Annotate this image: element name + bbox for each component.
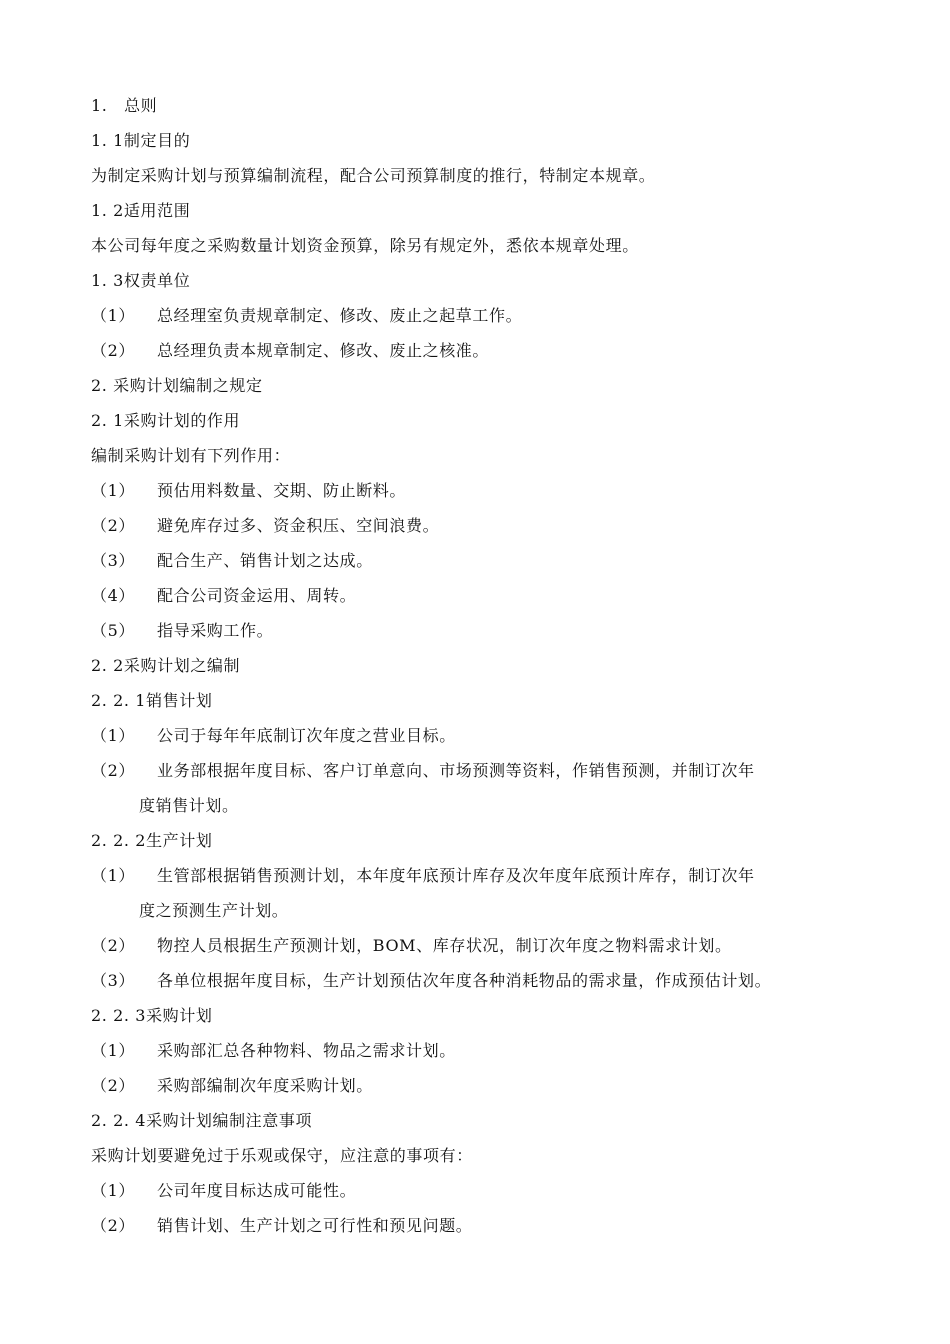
list-item-number: （2）: [91, 1216, 135, 1235]
list-item-text: 生管部根据销售预测计划，本年度年底预计库存及次年度年底预计库存，制订次年: [157, 866, 755, 885]
paragraph-line: 2. 采购计划编制之规定: [91, 376, 263, 395]
list-item: [91, 1208, 871, 1243]
list-item-text: 采购部汇总各种物料、物品之需求计划。: [157, 1041, 456, 1060]
list-item-number: （4）: [91, 586, 135, 605]
list-item-number: （5）: [91, 621, 135, 640]
list-item-number: （2）: [91, 761, 135, 780]
list-item: [91, 333, 871, 368]
list-item-text: 物控人员根据生产预测计划，BOM、库存状况，制订次年度之物料需求计划。: [157, 936, 732, 955]
list-item: [91, 508, 871, 543]
list-item-number: （3）: [91, 971, 135, 990]
list-item-text: 公司年度目标达成可能性。: [157, 1181, 357, 1200]
paragraph-line: 采购计划要避免过于乐观或保守，应注意的事项有：: [91, 1146, 473, 1165]
list-item: [91, 473, 871, 508]
list-item-number: （2）: [91, 516, 135, 535]
list-item: [91, 753, 871, 788]
list-item: [91, 1068, 871, 1103]
list-item-text: 避免库存过多、资金积压、空间浪费。: [157, 516, 440, 535]
list-item: [91, 298, 871, 333]
list-item: [91, 858, 871, 893]
list-item-text: 业务部根据年度目标、客户订单意向、市场预测等资料，作销售预测，并制订次年: [157, 761, 755, 780]
paragraph-line: 2. 2. 3采购计划: [91, 1006, 213, 1025]
list-item-continuation: 度之预测生产计划。: [139, 901, 289, 920]
paragraph-line: 本公司每年度之采购数量计划资金预算，除另有规定外，悉依本规章处理。: [91, 236, 639, 255]
list-item-text: 公司于每年年底制订次年度之营业目标。: [157, 726, 456, 745]
list-item-text: 采购部编制次年度采购计划。: [157, 1076, 373, 1095]
list-item-number: （2）: [91, 341, 135, 360]
list-item-number: （1）: [91, 726, 135, 745]
list-item: [91, 578, 871, 613]
list-item-text: 各单位根据年度目标，生产计划预估次年度各种消耗物品的需求量，作成预估计划。: [157, 971, 772, 990]
list-item-number: （1）: [91, 306, 135, 325]
list-item-number: （1）: [91, 481, 135, 500]
paragraph-line: 1. 3权责单位: [91, 271, 191, 290]
paragraph-line: 2. 2采购计划之编制: [91, 656, 241, 675]
list-item: [91, 718, 871, 753]
list-item-continuation: 度销售计划。: [139, 796, 239, 815]
list-item-number: （1）: [91, 1041, 135, 1060]
paragraph-line: 2. 2. 4采购计划编制注意事项: [91, 1111, 313, 1130]
paragraph-line: 2. 2. 2生产计划: [91, 831, 213, 850]
paragraph-line: 2. 1采购计划的作用: [91, 411, 241, 430]
list-item-number: （2）: [91, 1076, 135, 1095]
list-item-number: （1）: [91, 866, 135, 885]
list-item-text: 总经理负责本规章制定、修改、废止之核准。: [157, 341, 490, 360]
list-item-number: （3）: [91, 551, 135, 570]
list-item-text: 预估用料数量、交期、防止断料。: [157, 481, 407, 500]
list-item: [91, 613, 871, 648]
list-item-text: 销售计划、生产计划之可行性和预见问题。: [157, 1216, 473, 1235]
paragraph-line: 1. 总则: [91, 96, 158, 115]
paragraph-line: 2. 2. 1销售计划: [91, 691, 213, 710]
list-item-number: （2）: [91, 936, 135, 955]
list-item-number: （1）: [91, 1181, 135, 1200]
paragraph-line: 为制定采购计划与预算编制流程，配合公司预算制度的推行，特制定本规章。: [91, 166, 656, 185]
paragraph-line: 编制采购计划有下列作用：: [91, 446, 291, 465]
list-item: [91, 1173, 871, 1208]
paragraph-line: 1. 2适用范围: [91, 201, 191, 220]
paragraph-line: 1. 1制定目的: [91, 131, 191, 150]
list-item-text: 总经理室负责规章制定、修改、废止之起草工作。: [157, 306, 523, 325]
list-item: [91, 543, 871, 578]
list-item-text: 配合生产、销售计划之达成。: [157, 551, 373, 570]
list-item-text: 配合公司资金运用、周转。: [157, 586, 357, 605]
list-item: [91, 963, 871, 998]
list-item: [91, 1033, 871, 1068]
document-page: [91, 88, 871, 1243]
list-item: [91, 928, 871, 963]
list-item-text: 指导采购工作。: [157, 621, 274, 640]
